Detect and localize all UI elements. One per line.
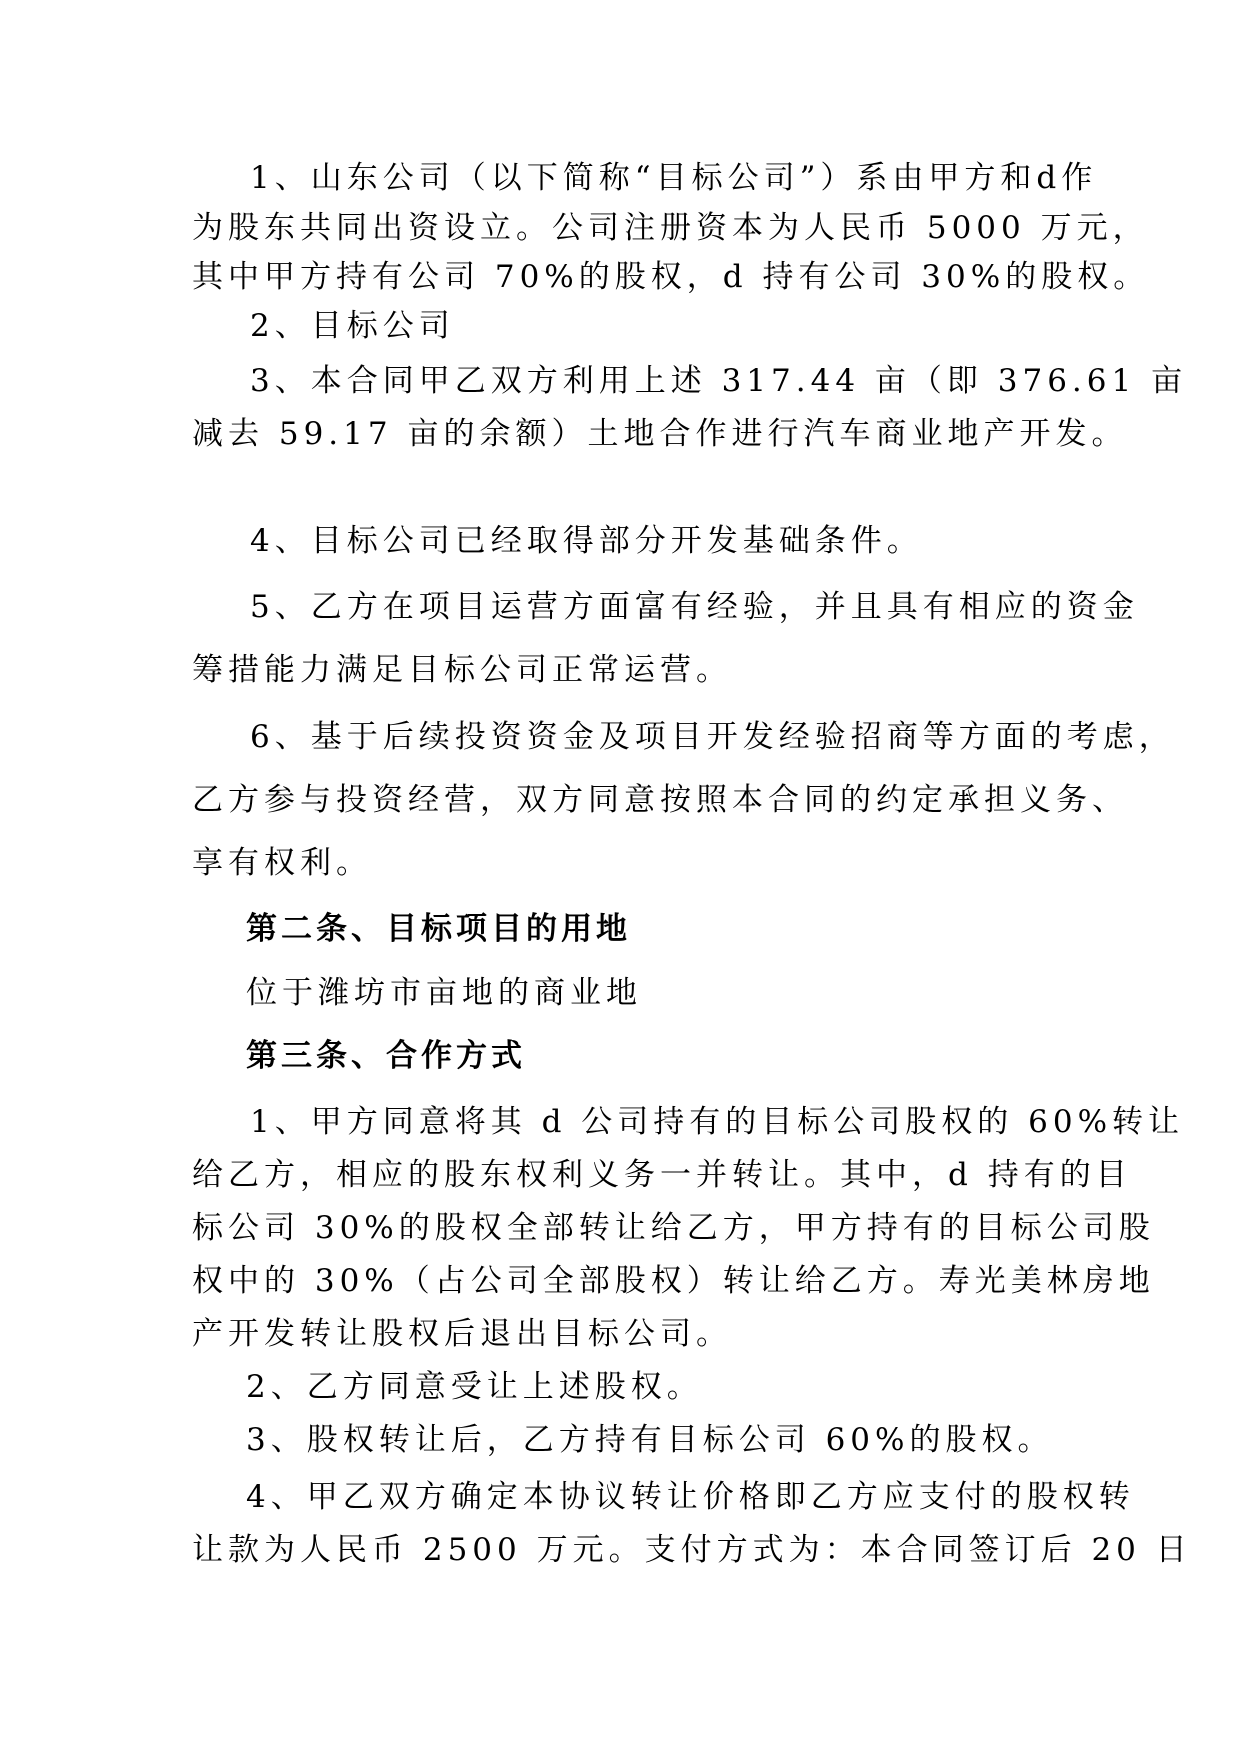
article3-clause1-line4: 权中的 30%（占公司全部股权）转让给乙方。寿光美林房地 — [192, 1263, 1155, 1299]
article2-heading: 第二条、目标项目的用地 — [246, 911, 631, 947]
article3-clause2-line1: 2、乙方同意受让上述股权。 — [246, 1369, 703, 1405]
clause6-line1: 6、基于后续投资资金及项目开发经验招商等方面的考虑， — [250, 719, 1175, 755]
clause2-line1: 2、目标公司 — [250, 308, 455, 344]
article3-clause1-line5: 产开发转让股权后退出目标公司。 — [192, 1316, 732, 1352]
clause3-line1: 3、本合同甲乙双方利用上述 317.44 亩（即 376.61 亩 — [250, 363, 1188, 399]
clause4-line1: 4、目标公司已经取得部分开发基础条件。 — [250, 523, 923, 559]
clause6-line3: 享有权利。 — [192, 845, 372, 881]
clause5-line2: 筹措能力满足目标公司正常运营。 — [192, 652, 732, 688]
clause1-line2: 为股东共同出资设立。公司注册资本为人民币 5000 万元， — [192, 210, 1149, 246]
clause1-line1: 1、山东公司（以下简称“目标公司”）系由甲方和d作 — [250, 160, 1098, 196]
article3-clause1-line1: 1、甲方同意将其 d 公司持有的目标公司股权的 60%转让 — [250, 1104, 1185, 1140]
article3-heading: 第三条、合作方式 — [246, 1038, 526, 1074]
clause5-line1: 5、乙方在项目运营方面富有经验，并且具有相应的资金 — [250, 589, 1139, 625]
article3-clause4-line2: 让款为人民币 2500 万元。支付方式为：本合同签订后 20 日 — [192, 1532, 1192, 1568]
article3-clause1-line3: 标公司 30%的股权全部转让给乙方，甲方持有的目标公司股 — [192, 1210, 1155, 1246]
clause1-line3: 其中甲方持有公司 70%的股权，d 持有公司 30%的股权。 — [192, 259, 1150, 295]
article3-clause3-line1: 3、股权转让后，乙方持有目标公司 60%的股权。 — [246, 1422, 1054, 1458]
article3-clause1-line2: 给乙方，相应的股东权利义务一并转让。其中，d 持有的目 — [192, 1157, 1132, 1193]
clause3-line2: 减去 59.17 亩的余额）土地合作进行汽车商业地产开发。 — [192, 416, 1128, 452]
article3-clause4-line1: 4、甲乙双方确定本协议转让价格即乙方应支付的股权转 — [246, 1479, 1135, 1515]
clause6-line2: 乙方参与投资经营，双方同意按照本合同的约定承担义务、 — [192, 782, 1128, 818]
article2-body: 位于潍坊市亩地的商业地 — [246, 975, 642, 1011]
